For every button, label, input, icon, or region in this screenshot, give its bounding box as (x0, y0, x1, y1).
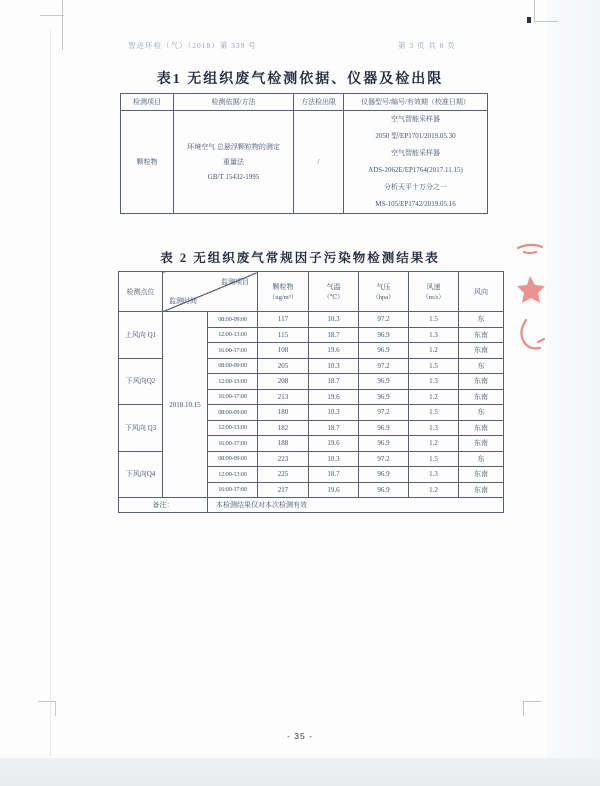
pressure-value: 97.2 (359, 358, 409, 374)
table1-header-row (121, 94, 488, 111)
pm-value: 182 (258, 420, 309, 436)
crop-mark-top-right-v (534, 0, 535, 22)
table1-data-row (121, 111, 488, 214)
table2-col-temp (309, 272, 359, 312)
temp-label: 气温 (326, 283, 341, 291)
crop-mark-bottom-right-h (523, 701, 541, 702)
time-slot: 08:00-09:00 (208, 405, 258, 421)
time-slot: 12:00-13:00 (208, 374, 258, 390)
time-slot: 16:00-17:00 (208, 482, 258, 498)
particulate-unit: （ug/m³） (268, 294, 298, 301)
paper-fold-line (50, 30, 51, 756)
time-slot: 16:00-17:00 (208, 343, 258, 359)
table1-col-instrument: 仪器型号/编号/有效期（校准日期） (344, 94, 488, 111)
crop-mark-bottom-right-v (523, 701, 524, 716)
instrument-line: 空气智能采样器 (391, 149, 440, 157)
crop-mark-top-left-h (40, 15, 64, 16)
table1-col-limit: 方法检出限 (294, 94, 344, 111)
pm-value: 213 (258, 389, 309, 405)
time-slot: 16:00-17:00 (208, 389, 258, 405)
monitor-point: 下风向Q2 (119, 358, 163, 405)
pm-value: 180 (258, 405, 309, 421)
monitor-date: 2018.10.15 (163, 312, 208, 498)
table1-detection-limit: / (294, 111, 344, 214)
table1-col-method: 检测依据/方法 (174, 94, 294, 111)
monitor-point: 下风向 Q3 (119, 405, 163, 452)
red-seal-fragment (504, 238, 552, 356)
temp-value: 10.3 (309, 358, 359, 374)
table2-col-dir: 风向 (459, 272, 504, 312)
method-line: 重量法 (223, 157, 244, 166)
pressure-value: 97.2 (359, 312, 409, 328)
table1-detection-basis (120, 93, 488, 214)
particulate-label: 颗粒物 (272, 283, 294, 291)
speed-value: 1.5 (409, 405, 459, 421)
instrument-line: MS-105/EP1742/2019.05.16 (375, 200, 456, 208)
pressure-value: 96.9 (359, 327, 409, 343)
seal-tick (538, 339, 544, 342)
instrument-line: 空气智能采样器 (391, 115, 440, 123)
table1-item: 颗粒物 (121, 111, 174, 214)
pressure-value: 97.2 (359, 451, 409, 467)
dir-value: 东南 (459, 389, 504, 405)
note-text: 本检测结果仅对本次检测有效 (208, 498, 504, 513)
temp-value: 19.6 (309, 343, 359, 359)
speed-unit: （m/s） (422, 294, 445, 301)
seal-arc-bottom (521, 320, 540, 348)
pressure-value: 97.2 (359, 405, 409, 421)
time-slot: 16:00-17:00 (208, 436, 258, 452)
speed-label: 风速 (426, 283, 441, 291)
time-slot: 12:00-13:00 (208, 420, 258, 436)
dir-value: 东南 (459, 343, 504, 359)
report-number: 智进环检（气）（2018）第 339 号 (128, 41, 257, 50)
pressure-value: 96.9 (359, 420, 409, 436)
pressure-value: 96.9 (359, 436, 409, 452)
dir-value: 东南 (459, 327, 504, 343)
table2-diagonal-header (163, 272, 258, 312)
pressure-value: 96.9 (359, 482, 409, 498)
crop-mark-bottom-left-h (38, 701, 56, 702)
pressure-unit: （hpa） (372, 294, 395, 301)
temp-value: 18.7 (309, 327, 359, 343)
table1-title: 表1 无组织废气检测依据、仪器及检出限 (156, 72, 444, 87)
pm-value: 115 (258, 327, 309, 343)
speed-value: 1.2 (409, 343, 459, 359)
footer-page-number: - 35 - (287, 731, 313, 741)
table1-method (174, 111, 294, 214)
time-slot: 12:00-13:00 (208, 327, 258, 343)
table2-col-point: 检测点位 (119, 272, 163, 312)
speed-value: 1.3 (409, 467, 459, 483)
dir-value: 东南 (459, 420, 504, 436)
table2-col-particulate (258, 272, 309, 312)
table2-title: 表 2 无组织废气常规因子污染物检测结果表 (160, 251, 440, 265)
seal-arc-stroke (518, 245, 542, 248)
dir-value: 东 (459, 405, 504, 421)
instrument-line: ADS-2062E/EP1764(2017.11.15) (368, 166, 463, 174)
table1-col-item: 检测项目 (121, 94, 174, 111)
method-line: GB/T 15432-1995 (207, 172, 260, 181)
time-slot: 12:00-13:00 (208, 467, 258, 483)
temp-value: 10.3 (309, 451, 359, 467)
temp-unit: （℃） (323, 294, 344, 301)
pressure-value: 96.9 (359, 467, 409, 483)
pressure-value: 96.9 (359, 389, 409, 405)
speed-value: 1.5 (409, 312, 459, 328)
time-slot: 08:00-09:00 (208, 312, 258, 328)
table1-instruments (344, 111, 488, 214)
table2-col-speed (409, 272, 459, 312)
pm-value: 117 (258, 312, 309, 328)
pm-value: 108 (258, 343, 309, 359)
seal-star (517, 276, 545, 303)
pm-value: 188 (258, 436, 309, 452)
temp-value: 10.3 (309, 312, 359, 328)
pm-value: 223 (258, 451, 309, 467)
scan-bottom-edge (0, 758, 600, 786)
method-line: 环境空气 总悬浮颗粒物的测定 (187, 142, 280, 151)
pm-value: 217 (258, 482, 309, 498)
monitor-point: 下风向Q4 (119, 451, 163, 498)
speed-value: 1.3 (409, 374, 459, 390)
instrument-line: 分析天平十万分之一 (384, 183, 447, 191)
speed-value: 1.3 (409, 327, 459, 343)
scan-right-edge (546, 0, 600, 760)
seal-char-stroke (524, 252, 536, 253)
diag-label-time: 监测时间 (169, 297, 197, 305)
pm-value: 208 (258, 374, 309, 390)
speed-value: 1.2 (409, 482, 459, 498)
temp-value: 19.6 (309, 389, 359, 405)
dir-value: 东 (459, 451, 504, 467)
page-indicator: 第 3 页 共 8 页 (398, 41, 456, 50)
dir-value: 东南 (459, 482, 504, 498)
dir-value: 东南 (459, 436, 504, 452)
pm-value: 205 (258, 358, 309, 374)
dir-value: 东南 (459, 374, 504, 390)
speed-value: 1.2 (409, 436, 459, 452)
pressure-value: 96.9 (359, 374, 409, 390)
pressure-value: 96.9 (359, 343, 409, 359)
speed-value: 1.5 (409, 358, 459, 374)
pm-value: 225 (258, 467, 309, 483)
temp-value: 18.7 (309, 467, 359, 483)
time-slot: 08:00-09:00 (208, 451, 258, 467)
crop-mark-bottom-left-v (55, 701, 56, 716)
dir-value: 东 (459, 312, 504, 328)
diag-label-project: 监测项目 (221, 278, 249, 286)
dir-value: 东南 (459, 467, 504, 483)
speed-value: 1.5 (409, 451, 459, 467)
table2-results (118, 271, 504, 513)
monitor-point: 上风向 Q1 (119, 312, 163, 359)
table2-col-pressure (359, 272, 409, 312)
time-slot: 08:00-09:00 (208, 358, 258, 374)
speed-value: 1.2 (409, 389, 459, 405)
temp-value: 19.6 (309, 482, 359, 498)
speed-value: 1.3 (409, 420, 459, 436)
instrument-line: 2050 型/EP1701/2019.05.30 (375, 132, 456, 140)
temp-value: 18.7 (309, 420, 359, 436)
crop-mark-top-left-v (62, 0, 63, 50)
pressure-label: 气压 (376, 283, 391, 291)
temp-value: 10.3 (309, 405, 359, 421)
temp-value: 18.7 (309, 374, 359, 390)
crop-mark-top-right-h (534, 21, 558, 22)
scan-speck (527, 17, 531, 23)
table-row (119, 312, 504, 328)
table2-header-row (119, 272, 504, 312)
temp-value: 19.6 (309, 436, 359, 452)
table2-note-row (119, 498, 504, 513)
dir-value: 东 (459, 358, 504, 374)
note-label: 备注： (119, 498, 208, 513)
